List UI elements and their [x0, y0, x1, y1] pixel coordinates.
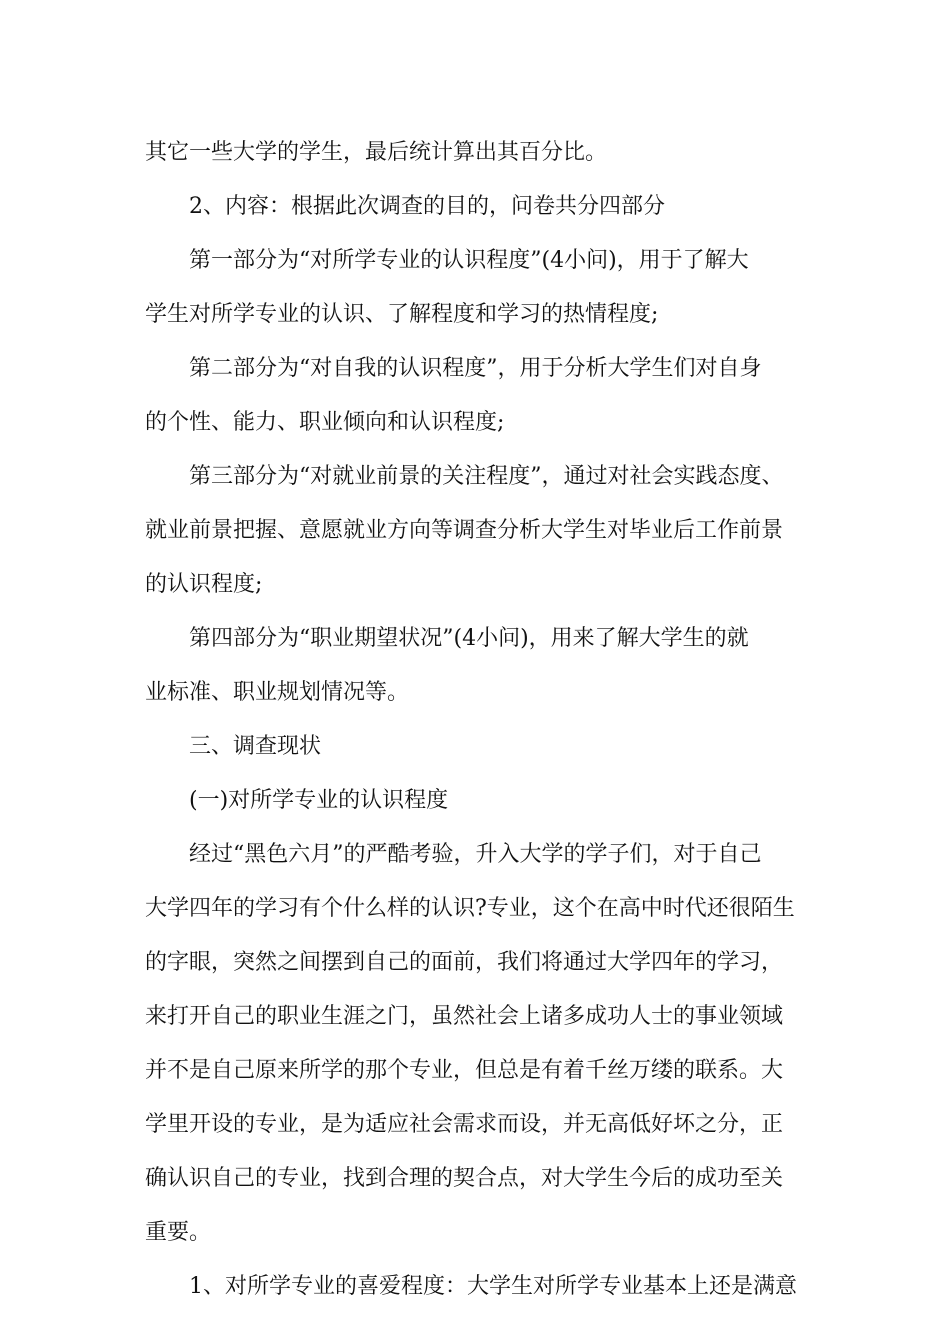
text-line: 第一部分为“对所学专业的认识程度”(4小问)，用于了解大	[189, 248, 749, 273]
text-line: 并不是自己原来所学的那个专业，但总是有着千丝万缕的联系。大	[145, 1058, 784, 1083]
text-line: 2、内容：根据此次调查的目的，问卷共分四部分	[189, 194, 665, 219]
text-line: 第四部分为“职业期望状况”(4小问)，用来了解大学生的就	[189, 626, 749, 651]
section-heading: 三、调查现状	[189, 734, 322, 759]
text-line: 经过“黑色六月”的严酷考验，升入大学的学子们，对于自己	[189, 842, 762, 867]
text-line: 来打开自己的职业生涯之门，虽然社会上诸多成功人士的事业领域	[145, 1004, 784, 1029]
text-line: 学里开设的专业，是为适应社会需求而设，并无高低好坏之分，正	[145, 1112, 784, 1137]
text-line: 就业前景把握、意愿就业方向等调查分析大学生对毕业后工作前景	[145, 518, 784, 543]
text-line: 第三部分为“对就业前景的关注程度”，通过对社会实践态度、	[189, 464, 784, 489]
text-line: 第二部分为“对自我的认识程度”，用于分析大学生们对自身	[189, 356, 762, 381]
text-line: 的认识程度;	[145, 572, 263, 597]
text-line: 的字眼，突然之间摆到自己的面前，我们将通过大学四年的学习，	[145, 950, 784, 975]
text-line: 确认识自己的专业，找到合理的契合点，对大学生今后的成功至关	[145, 1166, 784, 1191]
subsection-heading: (一)对所学专业的认识程度	[189, 788, 449, 813]
text-line: 重要。	[145, 1220, 212, 1245]
text-line: 其它一些大学的学生，最后统计算出其百分比。	[145, 140, 608, 165]
document-body	[145, 126, 815, 1314]
text-line: 学生对所学专业的认识、了解程度和学习的热情程度;	[145, 302, 659, 327]
text-line: 大学四年的学习有个什么样的认识?专业，这个在高中时代还很陌生	[145, 896, 795, 921]
text-line: 业标准、职业规划情况等。	[145, 680, 410, 705]
text-line: 的个性、能力、职业倾向和认识程度;	[145, 410, 505, 435]
text-line: 1、对所学专业的喜爱程度：大学生对所学专业基本上还是满意	[189, 1274, 797, 1299]
